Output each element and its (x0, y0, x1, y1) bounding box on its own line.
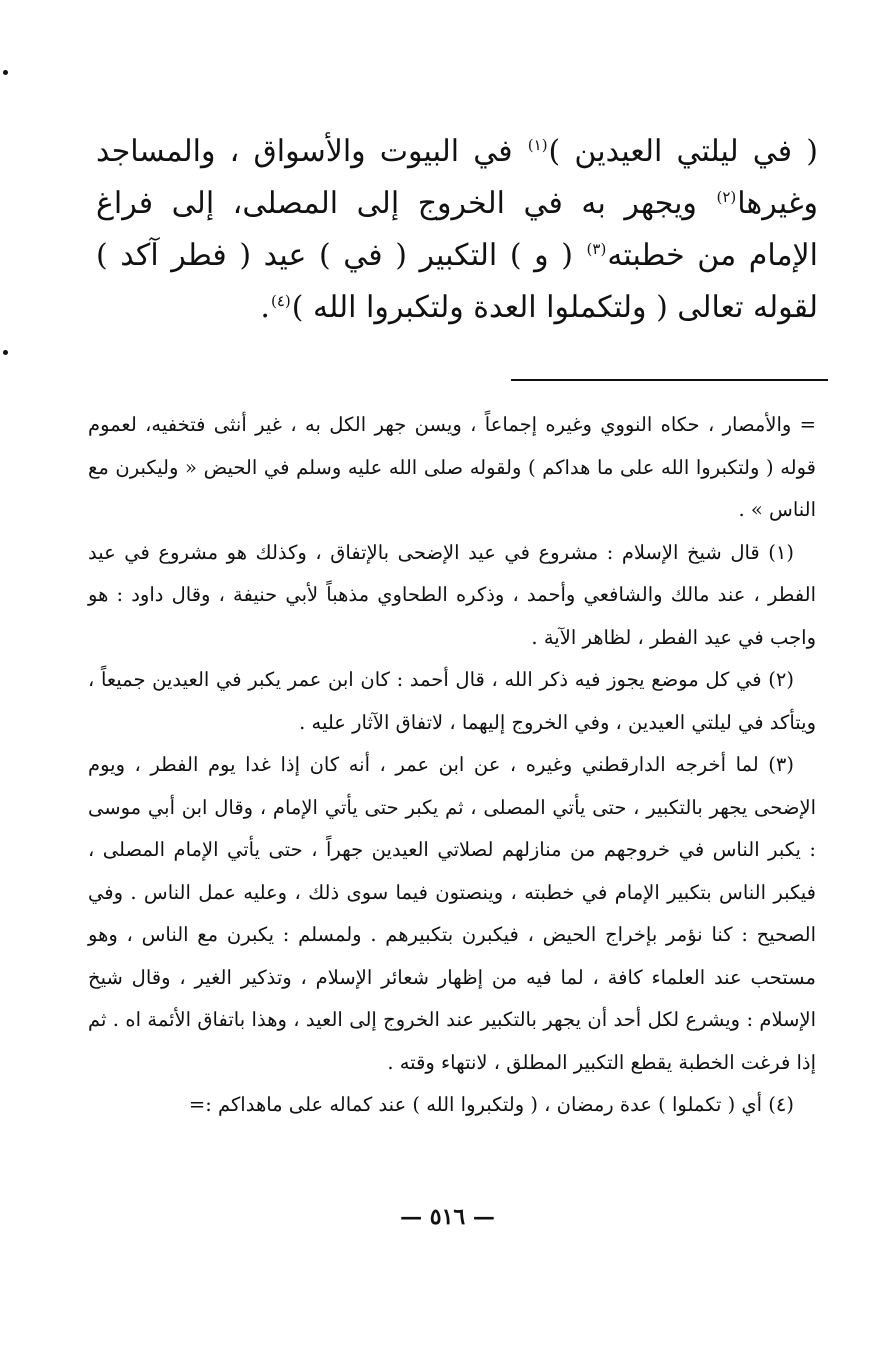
footnote-3: (٣) لما أخرجه الدارقطني وغيره ، عن ابن عمر ، أنه كان إذا غدا يوم الفطر ، ويوم الإضحى يجهر بالتكبير ، حتى يأتي المصلى ، ثم يكبر حتى يأتي الإمام ، وقال ابن أبي موسى : يكبر الناس في خروجهم من منازلهم لصلاتي العيدين جهراً ، حتى يأتي الإمام المصلى ، فيكبر الناس بتكبير الإمام في خطبته ، وينصتون فيما سوى ذلك ، وعليه عمل الناس . وفي الصحيح : كنا نؤمر بإخراج الحيض ، فيكبرن بتكبيرهم . ولمسلم : يكبرن مع الناس ، وهو مستحب عند العلماء كافة ، لما فيه من إظهار شعائر الإسلام ، وتذكير الغير ، وقال شيخ الإسلام : ويشرع لكل أحد أن يجهر بالتكبير عند الخروج إلى العيد ، وهذا باتفاق الأئمة اه . ثم إذا فرغت الخطبة يقطع التكبير المطلق ، لانتهاء وقته . (88, 753, 816, 1074)
footnote-ref-1: (١) (527, 136, 548, 154)
main-text-segment: ( و ) التكبير ( في ) عيد ( فطر آكد ) لقوله تعالى ( ولتكملوا العدة ولتكبروا الله ) (96, 238, 818, 325)
footnotes-section (88, 404, 816, 1127)
main-text (96, 126, 818, 334)
margin-mark (3, 70, 8, 75)
main-text-segment: ( في ليلتي العيدين ) (548, 134, 818, 169)
footnote-4: (٤) أي ( تكملوا ) عدة رمضان ، ( ولتكبروا الله ) عند كماله على ماهداكم := (188, 1093, 794, 1116)
main-paragraph (96, 126, 818, 334)
page-number: — ٥١٦ — (400, 1204, 495, 1230)
footnote-2: (٢) في كل موضع يجوز فيه ذكر الله ، قال أحمد : كان ابن عمر يكبر في العيدين جميعاً ، ويتأكد في ليلتي العيدين ، وفي الخروج إليهما ، لاتفاق الآثار عليه . (88, 668, 816, 734)
footnote-ref-4: (٤) (270, 292, 291, 310)
footnote-1: (١) قال شيخ الإسلام : مشروع في عيد الإضحى بالإتفاق ، وكذلك هو مشروع في عيد الفطر ، عند مالك والشافعي وأحمد ، وذكره الطحاوي مذهباً لأبي حنيفة ، وقال داود : هو واجب في عيد الفطر ، لظاهر الآية . (88, 540, 816, 649)
footnote-ref-3: (٣) (586, 240, 607, 258)
margin-mark (3, 350, 8, 355)
main-text-segment: ويجهر به في الخروج إلى المصلى، إلى فراغ الإمام من خطبته (96, 186, 818, 273)
main-text-segment: في البيوت والأسواق ، والمساجد وغيرها (96, 134, 818, 221)
main-text-segment: . (260, 290, 270, 325)
footnote-ref-2: (٢) (716, 188, 737, 206)
footnote-continuation: = والأمصار ، حكاه النووي وغيره إجماعاً ، ويسن جهر الكل به ، غير أنثى فتخفيه، لعموم قوله ( ولتكبروا الله على ما هداكم ) ولقوله صلى الله عليه وسلم في الحيض « وليكبرن مع الناس » . (88, 413, 816, 521)
footnote-divider (511, 379, 828, 381)
